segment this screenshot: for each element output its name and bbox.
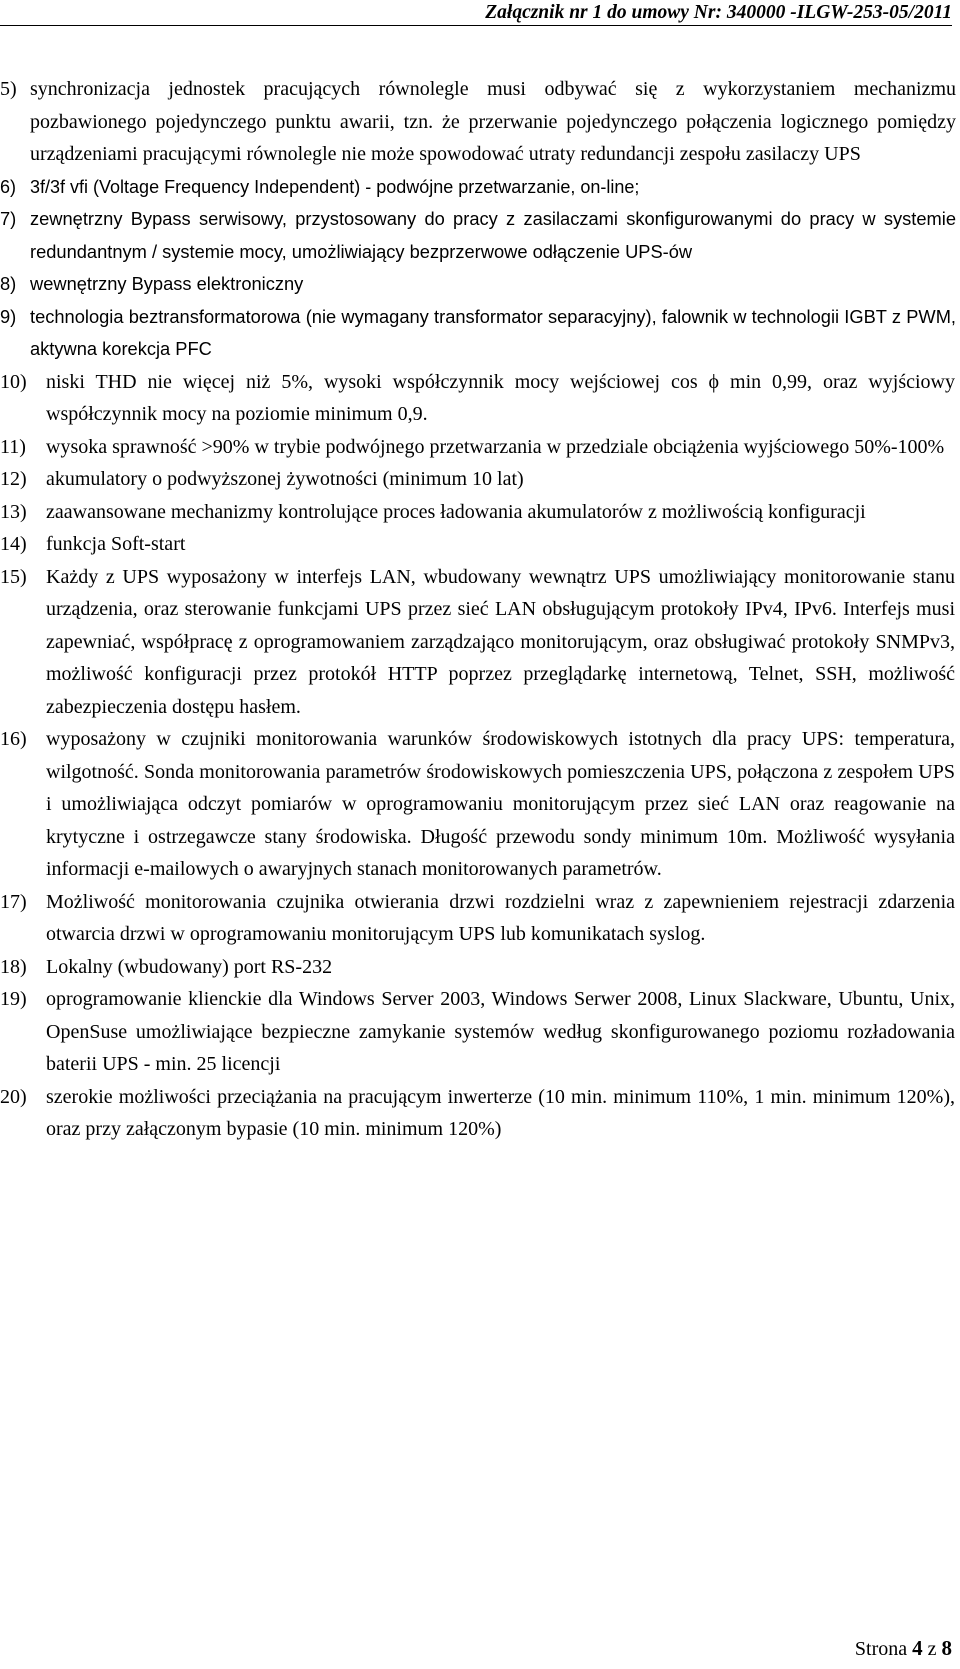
list-item xyxy=(0,73,960,171)
footer-page-number: 4 xyxy=(912,1636,923,1660)
item-text: technologia beztransformatorowa (nie wymagany transformator separacyjny), falownik w technologii IGBT z PWM, aktywna korekcja PFC xyxy=(30,305,956,359)
item-text: Każdy z UPS wyposażony w interfejs LAN, wbudowany wewnątrz UPS umożliwiający monitorowanie stanu urządzenia, oraz sterowanie funkcjami UPS przez sieć LAN obsługującym protokoły IPv4, IPv6. Interfejs musi zapewniać, współpracę z oprogramowaniem zarządzająco monitorującym, oraz obsługiwać protokoły SNMPv3, możliwość konfiguracji przez protokół HTTP poprzez przeglądarkę internetową, Telnet, SSH, możliwość zabezpieczenia dostępu hasłem. xyxy=(46,565,955,718)
footer-label: Strona xyxy=(854,1638,908,1660)
item-number: 14) xyxy=(0,533,27,555)
item-text: 3f/3f vfi (Voltage Frequency Independent) - podwójne przetwarzanie, on-line; xyxy=(30,176,640,197)
item-text: zaawansowane mechanizmy kontrolujące proces ładowania akumulatorów z możliwością konfiguracji xyxy=(46,500,866,523)
item-number: 15) xyxy=(0,565,27,588)
item-text: zewnętrzny Bypass serwisowy, przystosowany do pracy z zasilaczami skonfigurowanymi do pracy w systemie redundantnym / systemie mocy, umożliwiający bezprzerwowe odłączenie UPS-ów xyxy=(30,208,956,262)
item-text: synchronizacja jednostek pracujących równolegle musi odbywać się z wykorzystaniem mechanizmu pozbawionego pojedynczego punktu awarii, tzn. że przerwanie pojedynczego połączenia logicznego pomiędzy urządzeniami pracującymi równolegle nie może spowodować utraty redundancji zespołu zasilaczy UPS xyxy=(30,78,956,165)
list-item xyxy=(0,983,960,1081)
item-text: akumulatory o podwyższonej żywotności (minimum 10 lat) xyxy=(46,468,524,490)
item-text: wyposażony w czujniki monitorowania warunków środowiskowych istotnych dla pracy UPS: temperatura, wilgotność. Sonda monitorowania parametrów środowiskowych pomieszczenia UPS, połączona z zespołem UPS i umożliwiająca odczyt pomiarów w oprogramowaniu monitorującym przez sieć LAN oraz reagowanie na krytyczne i ostrzegawcze stany środowiska. Długość przewodu sondy minimum 10m. Możliwość wysyłania informacji e-mailowych o awaryjnych stanach monitorowanych parametrów. xyxy=(46,728,955,880)
list-item xyxy=(0,171,960,204)
list-item xyxy=(0,366,960,431)
header-title: Załącznik nr 1 do umowy Nr: 340000 -ILGW-253-05/2011 xyxy=(485,2,952,23)
list-item xyxy=(0,431,960,464)
item-number: 11) xyxy=(0,435,26,458)
item-number: 19) xyxy=(0,988,27,1010)
list-item xyxy=(0,301,960,366)
item-number: 5) xyxy=(0,78,17,100)
item-text: oprogramowanie klienckie dla Windows Server 2003, Windows Serwer 2008, Linux Slackware, Ubuntu, Unix, OpenSuse umożliwiające bezpieczne zamykanie systemów według skonfigurowanego poziomu rozładowania baterii UPS - min. 25 licencji xyxy=(46,988,955,1075)
list-item xyxy=(0,268,960,301)
item-text: Lokalny (wbudowany) port RS-232 xyxy=(46,955,333,978)
item-text: wewnętrzny Bypass elektroniczny xyxy=(30,273,304,294)
list-item xyxy=(0,951,960,984)
list-item xyxy=(0,203,960,268)
list-item xyxy=(0,561,960,724)
list-item xyxy=(0,496,960,529)
list-item xyxy=(0,886,960,951)
item-number: 12) xyxy=(0,468,27,490)
item-number: 9) xyxy=(0,305,17,327)
footer-of: z xyxy=(927,1638,937,1660)
item-number: 17) xyxy=(0,890,27,913)
list-item xyxy=(0,1081,960,1146)
item-number: 18) xyxy=(0,955,27,978)
page-footer xyxy=(855,1636,952,1661)
item-number: 7) xyxy=(0,208,17,229)
header-rule xyxy=(0,25,952,26)
item-text: wysoka sprawność >90% w trybie podwójnego przetwarzania w przedziale obciążenia wyjściowego 50%-100% xyxy=(46,435,945,458)
item-number: 16) xyxy=(0,728,27,750)
page-header xyxy=(0,2,952,26)
item-text: Możliwość monitorowania czujnika otwierania drzwi rozdzielni wraz z zapewnieniem rejestracji zdarzenia otwarcia drzwi w oprogramowaniu monitorującym UPS lub komunikatach syslog. xyxy=(46,890,955,945)
item-number: 8) xyxy=(0,273,17,294)
item-number: 10) xyxy=(0,370,27,393)
list-item xyxy=(0,463,960,496)
item-number: 6) xyxy=(0,176,17,197)
requirements-list xyxy=(0,73,960,1146)
item-number: 20) xyxy=(0,1085,27,1108)
item-text: funkcja Soft-start xyxy=(46,533,186,555)
item-number: 13) xyxy=(0,500,27,523)
footer-page-total: 8 xyxy=(941,1636,952,1660)
item-text: szerokie możliwości przeciążania na pracującym inwerterze (10 min. minimum 110%, 1 min. minimum 120%), oraz przy załączonym bypasie (10 min. minimum 120%) xyxy=(46,1085,955,1140)
list-item xyxy=(0,528,960,561)
item-text: niski THD nie więcej niż 5%, wysoki współczynnik mocy wejściowej cos ϕ min 0,99, oraz wyjściowy współczynnik mocy na poziomie minimum 0,9. xyxy=(46,370,955,425)
list-item xyxy=(0,723,960,886)
